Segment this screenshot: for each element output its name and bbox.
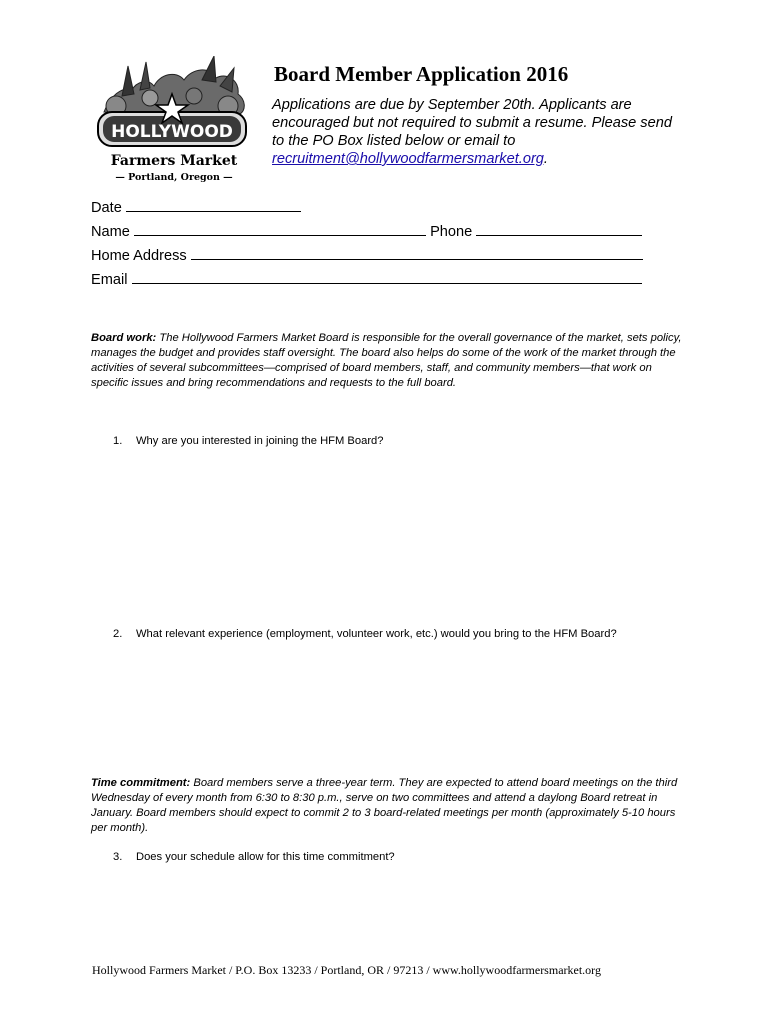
- intro-text: [272, 96, 672, 168]
- intro-body: Applications are due by September 20th. Applicants are encouraged but not required to submit a resume. Please send to the PO Box listed below or email to: [272, 97, 672, 149]
- footer: Hollywood Farmers Market / P.O. Box 13233 / Portland, OR / 97213 / www.hollywoodfarmersmarket.org: [92, 963, 601, 977]
- logo-line2: Farmers Market: [110, 153, 238, 169]
- date-label: Date: [91, 200, 122, 216]
- hollywood-farmers-market-logo: [92, 56, 252, 184]
- question-1: [113, 435, 384, 447]
- email-label: Email: [91, 272, 128, 288]
- question-number: 1.: [113, 435, 123, 447]
- board-work-text: The Hollywood Farmers Market Board is responsible for the overall governance of the market, sets policy, manages the budget and provides staff oversight. The board also helps do some of the work of the market through the activities of several subcommittees—comprised of board members, staff, and community members—that work on specific issues and bring recommendations and requests to the full board.: [91, 332, 682, 389]
- date-field: [91, 198, 301, 217]
- phone-input-line[interactable]: [476, 222, 642, 236]
- phone-label: Phone: [430, 224, 473, 240]
- question-text: What relevant experience (employment, volunteer work, etc.) would you bring to the HFM Board?: [136, 628, 617, 640]
- logo-name: HOLLYWOOD: [111, 122, 233, 142]
- time-commitment-label: Time commitment:: [91, 777, 191, 789]
- question-2: [113, 628, 617, 640]
- logo-line3: — Portland, Oregon —: [115, 172, 233, 183]
- page-title: Board Member Application 2016: [274, 62, 569, 86]
- board-work-paragraph: [91, 331, 683, 391]
- question-number: 2.: [113, 628, 123, 640]
- board-work-label: Board work:: [91, 332, 157, 344]
- address-input-line[interactable]: [191, 246, 643, 260]
- address-field: [91, 246, 643, 265]
- question-text: Does your schedule allow for this time commitment?: [136, 851, 395, 863]
- logo-graphic: [92, 56, 252, 184]
- time-commitment-paragraph: [91, 776, 683, 836]
- name-label: Name: [91, 224, 130, 240]
- date-input-line[interactable]: [126, 198, 301, 212]
- address-label: Home Address: [91, 248, 187, 264]
- email-link[interactable]: recruitment@hollywoodfarmersmarket.org: [272, 151, 544, 167]
- email-field: [91, 270, 642, 289]
- name-input-line[interactable]: [134, 222, 426, 236]
- question-text: Why are you interested in joining the HFM Board?: [136, 435, 384, 447]
- question-number: 3.: [113, 851, 123, 863]
- email-input-line[interactable]: [132, 270, 642, 284]
- question-3: [113, 851, 395, 863]
- name-phone-row: [91, 222, 642, 241]
- intro-suffix: .: [543, 151, 548, 167]
- time-commitment-text: Board members serve a three-year term. They are expected to attend board meetings on the third Wednesday of every month from 6:30 to 8:30 p.m., serve on two committees and attend a daylong Board retreat in January. Board members should expect to commit 2 to 3 board-related meetings per month (approximately 5-10 hours per month).: [91, 777, 678, 834]
